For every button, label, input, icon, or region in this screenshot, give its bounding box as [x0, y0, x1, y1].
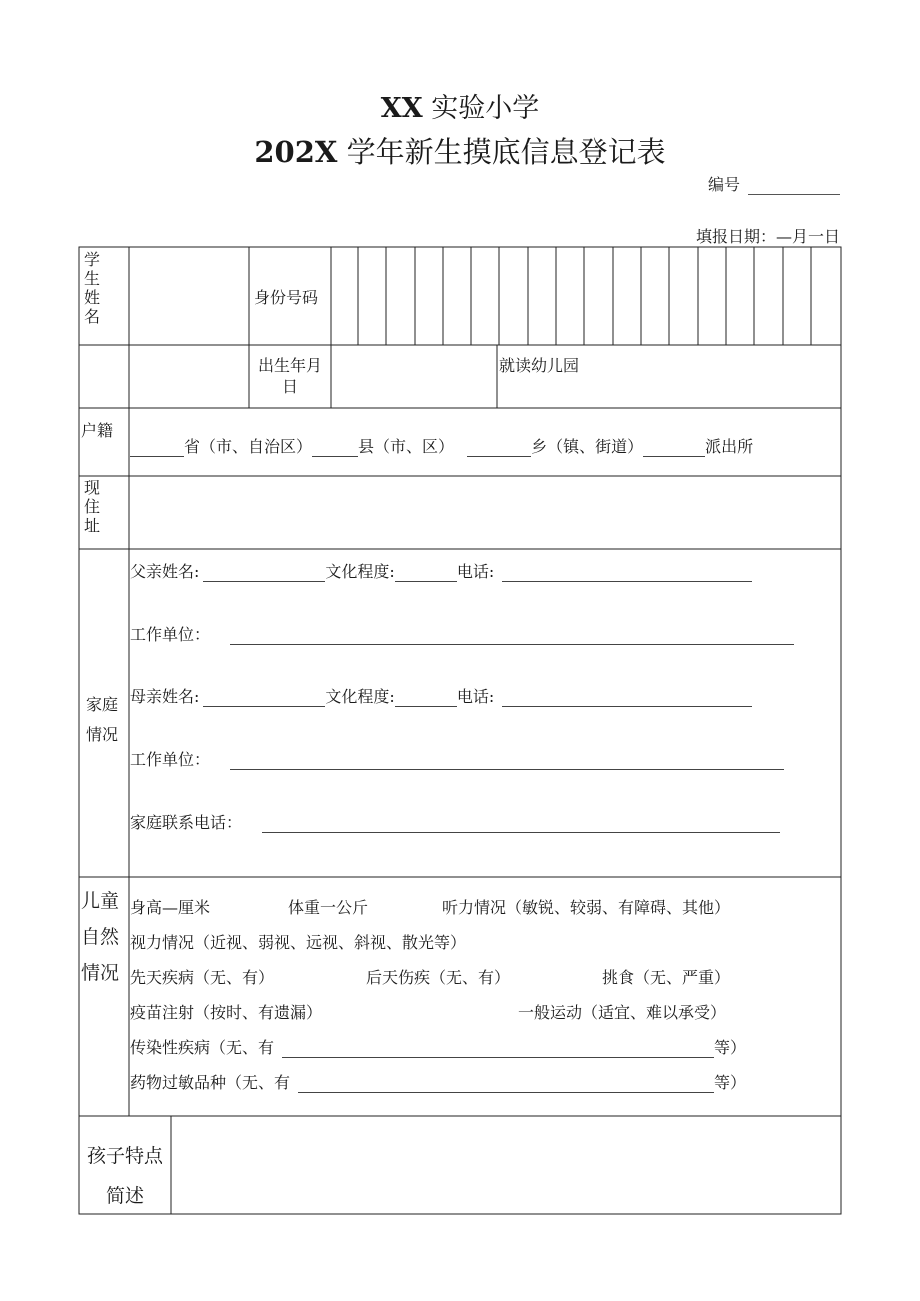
hukou-line[interactable]: 省（市、自治区） 县（市、区） 乡（镇、街道） 派出所: [130, 434, 753, 457]
traits-label: 孩子特点 简述: [86, 1145, 163, 1207]
fill-date: 填报日期：—月一日: [695, 227, 840, 246]
traits-field[interactable]: [172, 1117, 840, 1213]
birth-date-label: 出生年月日: [257, 356, 322, 396]
title-form: 202X 学年新生摸底信息登记表: [254, 135, 666, 169]
child-row-1: 身高—厘米 体重一公斤 听力情况（敏锐、较弱、有障碍、其他）: [130, 898, 731, 917]
birth-date-field[interactable]: [332, 346, 496, 407]
mother-workplace-row[interactable]: 工作单位：: [130, 747, 784, 770]
child-row-2: 视力情况（近视、弱视、远视、斜视、散光等）: [130, 933, 467, 952]
infectious-row[interactable]: 传染性疾病（无、有 等）: [130, 1038, 747, 1057]
address-field[interactable]: [130, 477, 840, 548]
mother-row[interactable]: 母亲姓名: 文化程度: 电话:: [130, 684, 752, 707]
family-label: 家庭 情况: [86, 695, 119, 744]
student-name-label: 学生姓名: [84, 250, 101, 326]
hukou-label: 户籍: [81, 421, 114, 440]
student-name-field[interactable]: [130, 248, 248, 344]
kindergarten-label: 就读幼儿园: [499, 356, 580, 375]
id-number-field[interactable]: [332, 248, 840, 344]
address-label: 现住址: [84, 478, 101, 535]
child-row-3: 先天疾病（无、有） 后天伤疾（无、有） 挑食（无、严重）: [130, 968, 731, 987]
child-label: 儿童 自然 情况: [81, 890, 120, 984]
father-row[interactable]: 父亲姓名: 文化程度: 电话:: [130, 559, 752, 582]
title-school: XX 实验小学: [380, 93, 540, 124]
child-row-4: 疫苗注射（按时、有遗漏） 一般运动（适宜、难以承受）: [130, 1003, 727, 1022]
serial-number: 编号: [708, 172, 840, 195]
id-number-label: 身份号码: [254, 288, 319, 307]
kindergarten-field[interactable]: [580, 346, 840, 407]
father-workplace-row[interactable]: 工作单位：: [130, 622, 794, 645]
home-phone-row[interactable]: 家庭联系电话：: [130, 810, 780, 833]
drug-allergy-row[interactable]: 药物过敏品种（无、有 等）: [130, 1073, 747, 1092]
